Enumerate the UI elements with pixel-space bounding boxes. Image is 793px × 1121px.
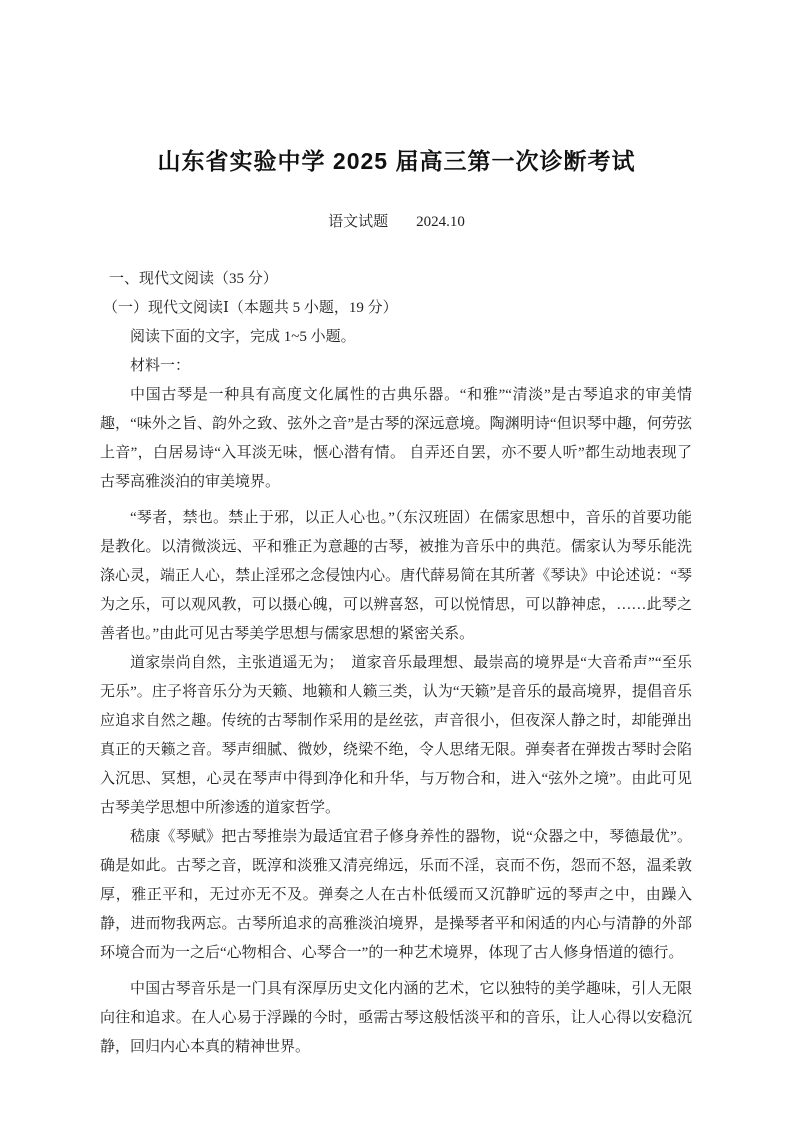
section-heading: 一、现代文阅读（35 分） (109, 271, 278, 287)
paragraph-1: 中国古琴是一种具有高度文化属性的古典乐器。“和雅”“清淡”是古琴追求的审美情趣，“味外之旨、韵外之致、弦外之音”是古琴的深远意境。陶渊明诗“但识琴中趣，何劳弦上音”，白居易诗“入耳淡无味，惬心潜有情。 自弄还自罢，亦不要人听”都生动地表现了古琴高雅淡泊的审美境界。 (100, 387, 692, 490)
page-title: 山东省实验中学 2025 届高三第一次诊断考试 (157, 148, 636, 174)
material-label: 材料一： (130, 358, 191, 374)
subtitle-line (0, 212, 793, 232)
date-label: 2024.10 (416, 214, 465, 230)
instruction-line: 阅读下面的文字，完成 1~5 小题。 (130, 329, 356, 345)
document-body (0, 265, 793, 1062)
subject-label: 语文试题 (328, 214, 389, 230)
paragraph-2: “琴者，禁也。禁止于邪，以正人心也。”（东汉班固）在儒家思想中，音乐的首要功能是教化。以清微淡远、平和雅正为意趣的古琴，被推为音乐中的典范。儒家认为琴乐能洗涤心灵，端正人心，禁止淫邪之念侵蚀内心。唐代薛易简在其所著《琴诀》中论述说：“琴为之乐，可以观风教，可以摄心魄，可以辨喜怒，可以悦情思，可以静神虑，……此琴之善者也。”由此可见古琴美学思想与儒家思想的紧密关系。 (100, 510, 692, 642)
subsection-heading: （一）现代文阅读Ⅰ（本题共 5 小题，19 分） (103, 300, 398, 316)
paragraph-4: 嵇康《琴赋》把古琴推崇为最适宜君子修身养性的器物，说“众器之中，琴德最优”。确是如此。古琴之音，既淳和淡雅又清亮绵远，乐而不淫，哀而不伤，怨而不怒，温柔敦厚，雅正平和，无过亦无不及。弹奏之人在古朴低缓而又沉静旷远的琴声之中，由躁入静，进而物我两忘。古琴所追求的高雅淡泊境界，是操琴者平和闲适的内心与清静的外部环境合而为一之后“心物相合、心琴合一”的一种艺术境界，体现了古人修身悟道的德行。 (100, 829, 692, 961)
paragraph-5: 中国古琴音乐是一门具有深厚历史文化内涵的艺术，它以独特的美学趣味，引人无限向往和追求。在人心易于浮躁的今时，亟需古琴这般恬淡平和的音乐，让人心得以安稳沉静，回归内心本真的精神世界。 (100, 981, 692, 1055)
paragraph-3: 道家崇尚自然，主张逍遥无为； 道家音乐最理想、最崇高的境界是“大音希声”“至乐无乐”。庄子将音乐分为天籁、地籁和人籁三类，认为“天籁”是音乐的最高境界，提倡音乐应追求自然之趣。传统的古琴制作采用的是丝弦，声音很小，但夜深人静之时，却能弹出真正的天籁之音。琴声细腻、微妙，绕梁不绝，令人思绪无限。弹奏者在弹拨古琴时会陷入沉思、冥想，心灵在琴声中得到净化和升华，与万物合和，进入“弦外之境”。由此可见古琴美学思想中所渗透的道家哲学。 (100, 655, 692, 816)
